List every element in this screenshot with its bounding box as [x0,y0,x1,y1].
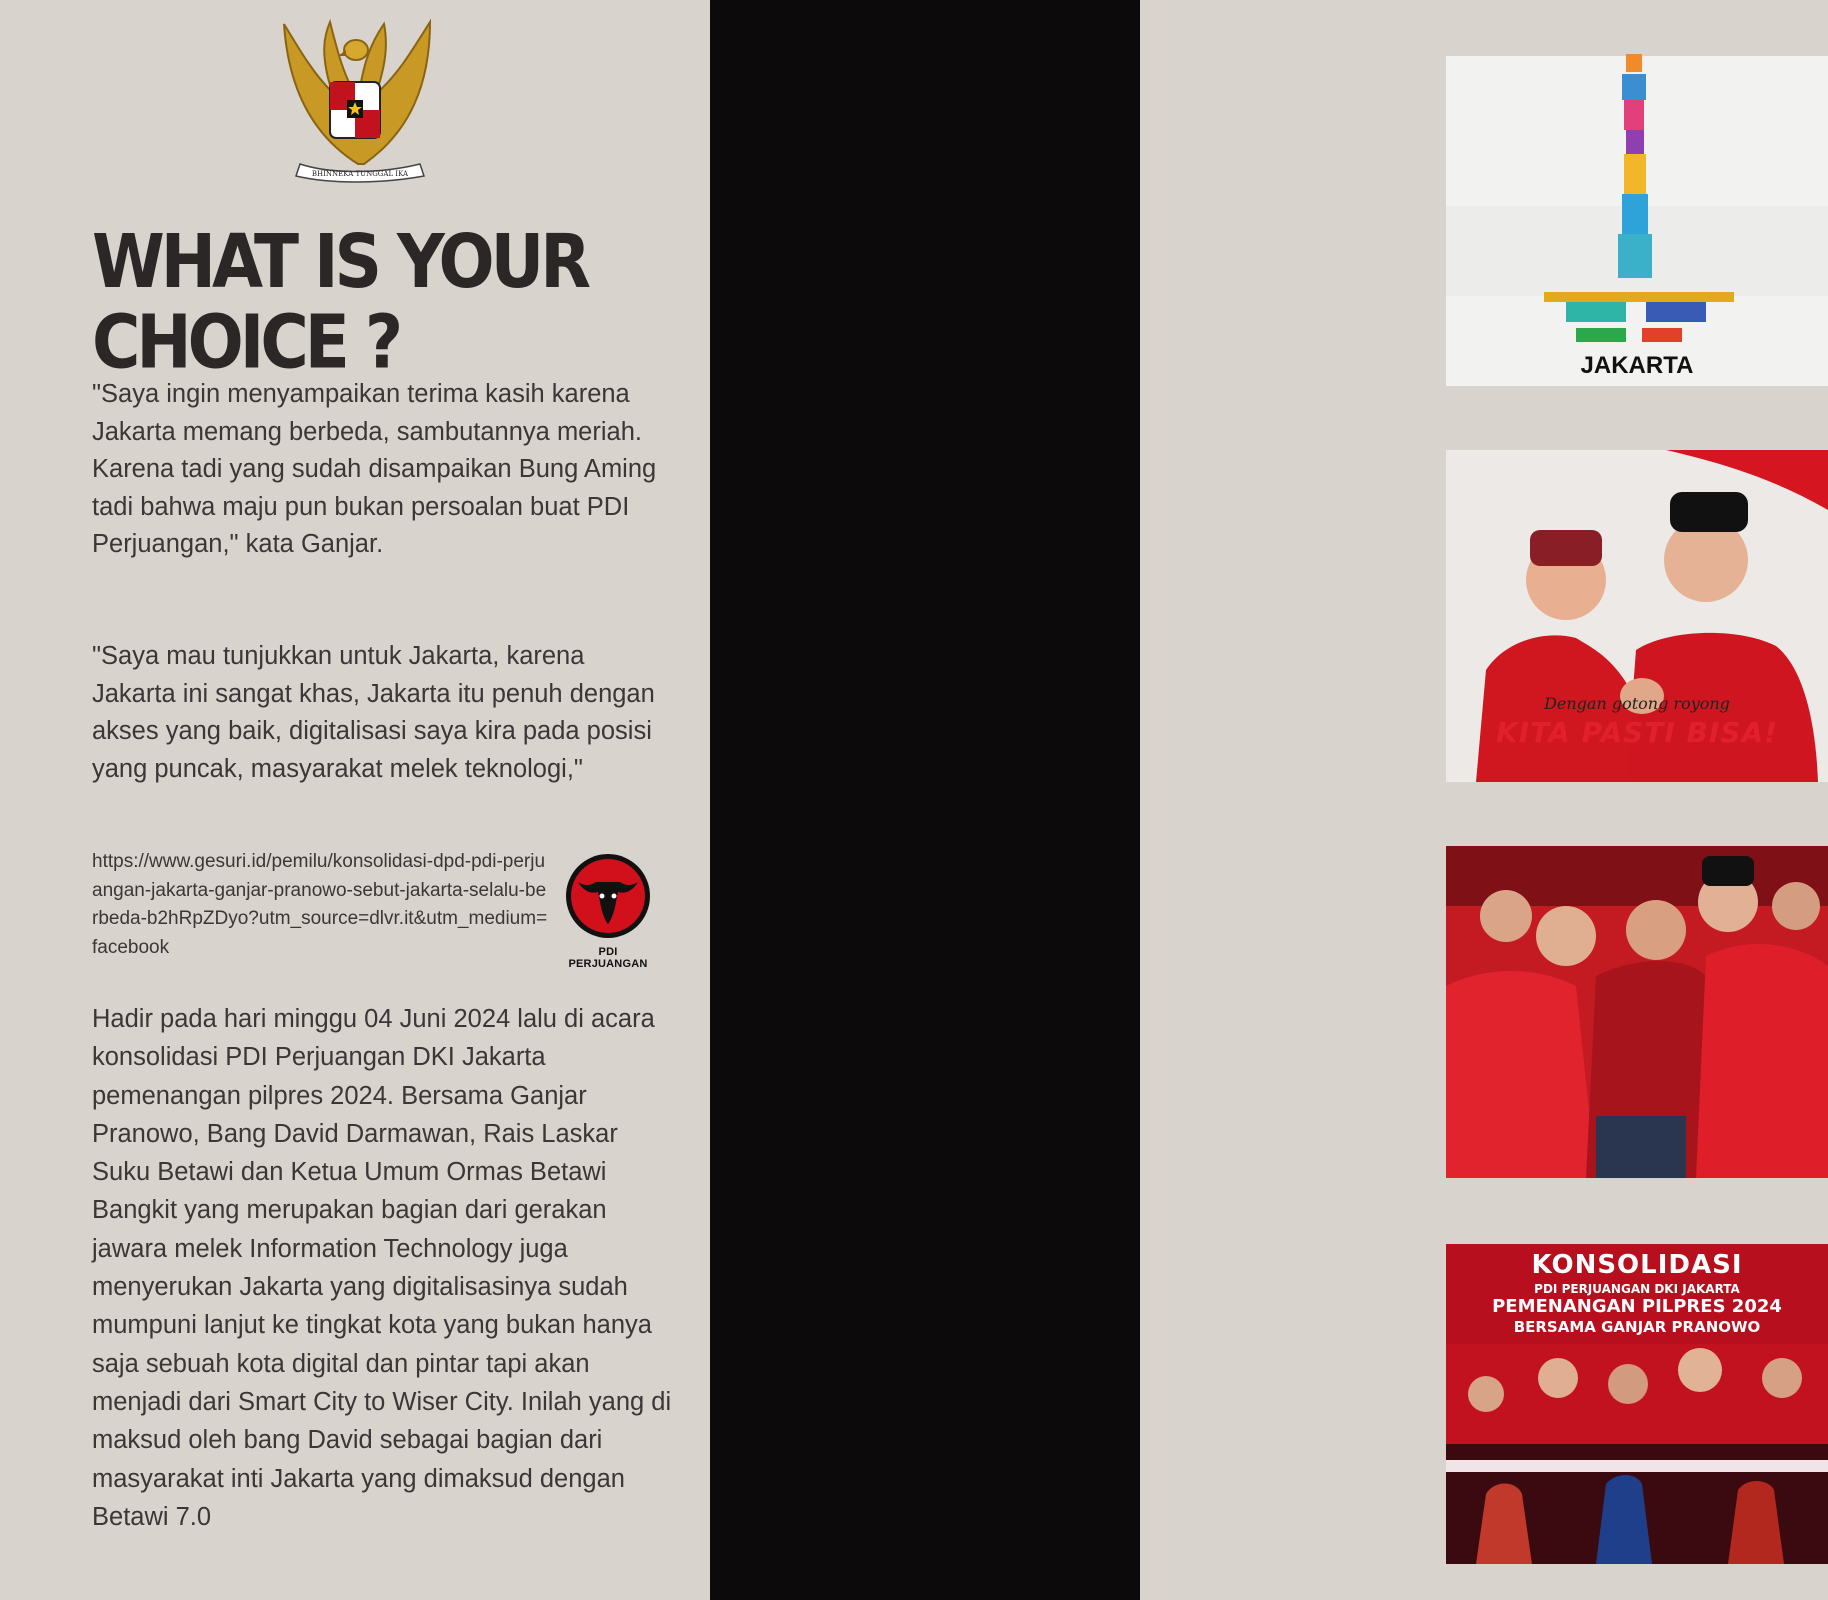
article-body: Hadir pada hari minggu 04 Juni 2024 lalu di acara konsolidasi PDI Perjuangan DKI Jakarta pemenangan pilpres 2024. Bersama Ganjar Pranowo, Bang David Darmawan, Rais Laskar Suku Betawi dan Ketua Umum Ormas Betawi Bangkit yang merupakan bagian dari gerakan jawara melek Information Technology juga menyerukan Jakarta yang digitalisasinya sudah mumpuni lanjut ke tingkat kota yang bukan hanya saja sebuah kota digital dan pintar tapi akan menjadi dari Smart City to Wiser City. Inilah yang di maksud oleh bang David sebagai bagian dari masyarakat inti Jakarta yang dimaksud dengan Betawi 7.0 [92,1005,672,1531]
quote-ganjar-2: "Saya mau tunjukkan untuk Jakarta, karena Jakarta ini sangat khas, Jakarta itu penuh dengan akses yang baik, digitalisasi saya kira pada posisi yang puncak, masyarakat melek teknologi," [92,642,655,783]
photo-jakarta-logo [1446,56,1828,386]
pdi-perjuangan-label: PDI PERJUANGAN [568,946,648,970]
banner-subtitle: PDI PERJUANGAN DKI JAKARTA [1534,1282,1740,1296]
banner-with: BERSAMA GANJAR PRANOWO [1513,1318,1761,1336]
photo-strip [710,0,1782,1600]
jakarta-logo-label: JAKARTA [1580,352,1694,379]
banner-event: PEMENANGAN PILPRES 2024 [1492,1296,1782,1317]
slogan-big: KITA PASTI BISA! [1496,716,1778,749]
photo-rally-crowd [1446,846,1828,1178]
rally-photo-icon [1446,846,1828,1178]
jakarta-monument-icon [1446,56,1828,386]
banner-title: KONSOLIDASI [1531,1250,1743,1280]
pdi-perjuangan-logo [558,852,658,970]
article-panel [0,0,710,1600]
emblem-motto: BHINNEKA TUNGGAL IKA [311,170,409,178]
source-link[interactable]: https://www.gesuri.id/pemilu/konsolidasi-dpd-pdi-perjuangan-jakarta-ganjar-pranowo-sebut-jakarta-selalu-berbeda-b2hRpZDyo?utm_source=dlvr.it&utm_medium=facebook [92,851,548,958]
slogan-small: Dengan gotong royong [1544,694,1730,713]
photo-ganjar-handshake [1446,450,1828,782]
photo-konsolidasi-banner [1446,1244,1828,1564]
quote-ganjar-1: "Saya ingin menyampaikan terima kasih karena Jakarta memang berbeda, sambutannya meriah. Karena tadi yang sudah disampaikan Bung Aming tadi bahwa maju pun bukan persoalan buat PDI Perjuangan," kata Ganjar. [92,380,657,558]
garuda-emblem-icon [280,14,440,184]
page-title: WHAT IS YOUR CHOICE ? [92,218,588,386]
bull-head-icon [564,852,652,940]
garuda-emblem [280,14,440,184]
